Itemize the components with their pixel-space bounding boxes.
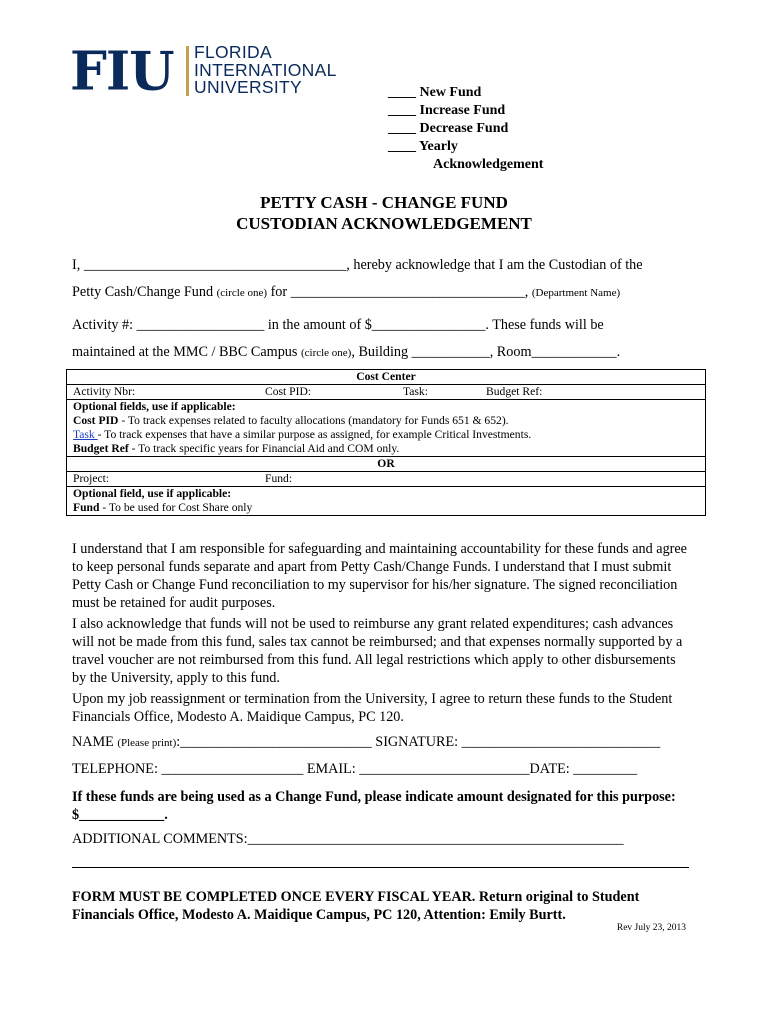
option-yearly[interactable]: ____ Yearly xyxy=(388,139,458,154)
cost-center-header: Cost Center xyxy=(67,370,706,385)
ack-line-4-a: maintained at the MMC / BBC Campus xyxy=(72,344,301,360)
responsibility-paragraph: I understand that I am responsible for safeguarding and maintaining accountability for these funds and agree to keep personal funds separate and apart from Petty Cash/Change Funds. I understand that I must submit Petty Cash or Change Fund reconciliation to my supervisor for his/her signature. The signed reconciliation must be retained for audit purposes. xyxy=(72,541,687,611)
task-note xyxy=(73,428,699,442)
name-signature-fields[interactable]: :___________________________ SIGNATURE: ____________________________ xyxy=(176,734,661,750)
fund-desc: - To be used for Cost Share only xyxy=(99,501,253,514)
cost-pid-label: Cost PID xyxy=(73,414,119,427)
fund-note xyxy=(73,501,699,515)
option-yearly-continued: Acknowledgement xyxy=(433,157,544,172)
ack-line-1: I, _____________________________________, hereby acknowledge that I am the Custodian of the xyxy=(72,257,643,273)
building-room-field[interactable]: , Building ___________, Room____________. xyxy=(351,344,621,360)
fiu-logo xyxy=(70,40,370,103)
additional-comments-line[interactable]: ADDITIONAL COMMENTS:_____________________________________________________ xyxy=(72,831,624,847)
telephone-email-date-line[interactable]: TELEPHONE: ____________________ EMAIL: ________________________DATE: _________ xyxy=(72,761,638,777)
project-fund-row xyxy=(67,472,706,487)
fund-label: Fund xyxy=(73,501,100,514)
budget-ref-note xyxy=(73,442,699,456)
ack-line-2-a: Petty Cash/Change Fund xyxy=(72,284,217,300)
cost-center-table xyxy=(66,369,706,516)
option-increase-fund[interactable]: ____ Increase Fund xyxy=(388,103,506,118)
task-field[interactable]: Task: xyxy=(403,385,428,398)
budget-ref-desc: - To track specific years for Financial Aid and COM only. xyxy=(128,442,400,455)
revision-date: Rev July 23, 2013 xyxy=(616,923,686,933)
department-field[interactable]: for _________________________________, xyxy=(267,284,532,300)
logo-wordmark xyxy=(194,44,337,97)
option-new-fund[interactable]: ____ New Fund xyxy=(388,85,482,100)
cost-pid-note xyxy=(73,414,699,428)
fiscal-year-notice: FORM MUST BE COMPLETED ONCE EVERY FISCAL YEAR. Return original to Student Financials Office, Modesto A. Maidique Campus, PC 120, Attention: Emily Burtt. xyxy=(72,889,640,923)
fiu-logo-mark: FIU xyxy=(70,40,174,103)
budget-ref-label: Budget Ref xyxy=(73,442,129,455)
name-signature-line xyxy=(72,734,660,751)
ack-line-4 xyxy=(72,344,620,361)
logo-line-2: INTERNATIONAL xyxy=(194,59,337,80)
optional-field-heading: Optional field, use if applicable: xyxy=(73,487,232,500)
circle-one-hint: (circle one) xyxy=(216,287,268,299)
ack-line-3: Activity #: __________________ in the amount of $________________. These funds will be xyxy=(72,317,604,333)
return-funds-paragraph: Upon my job reassignment or termination from the University, I agree to return these funds to the Student Financials Office, Modesto A. Maidique Campus, PC 120. xyxy=(72,691,673,725)
optional-field-cell xyxy=(67,487,706,516)
comments-underline xyxy=(72,867,689,868)
budget-ref-field[interactable]: Budget Ref: xyxy=(486,385,543,398)
task-link[interactable]: Task xyxy=(73,428,98,441)
form-subtitle: CUSTODIAN ACKNOWLEDGEMENT xyxy=(236,214,532,233)
form-title: PETTY CASH - CHANGE FUND xyxy=(260,193,508,212)
ack-line-2 xyxy=(72,284,620,301)
fund-type-checklist xyxy=(388,84,543,174)
please-print-hint: (Please print) xyxy=(117,737,177,749)
optional-fields-heading: Optional fields, use if applicable: xyxy=(73,400,236,413)
fund-field[interactable]: Fund: xyxy=(265,472,293,485)
logo-line-1: FLORIDA xyxy=(194,42,272,62)
name-label: NAME xyxy=(72,734,118,750)
department-name-hint: (Department Name) xyxy=(531,287,621,299)
cost-pid-desc: - To track expenses related to faculty allocations (mandatory for Funds 651 & 652). xyxy=(118,414,509,427)
option-decrease-fund[interactable]: ____ Decrease Fund xyxy=(388,121,509,136)
logo-divider xyxy=(186,46,189,96)
cost-center-fields-row xyxy=(67,385,706,400)
activity-nbr-field[interactable]: Activity Nbr: xyxy=(73,385,136,398)
project-field[interactable]: Project: xyxy=(73,472,110,485)
campus-circle-hint: (circle one) xyxy=(300,347,352,359)
restrictions-paragraph: I also acknowledge that funds will not be used to reimburse any grant related expenditures; cash advances will not be made from this fund, sales tax cannot be reimbursed; and that expenses normally supported by a travel voucher are not reimbursed from this fund. All legal restrictions which apply to other disbursements by the University, apply to this fund. xyxy=(72,616,683,686)
task-desc: - To track expenses that have a similar purpose as assigned, for example Critical Investments. xyxy=(97,428,532,441)
or-separator: OR xyxy=(67,457,706,472)
logo-line-3: UNIVERSITY xyxy=(194,77,303,97)
cost-pid-field[interactable]: Cost PID: xyxy=(265,385,312,398)
change-fund-note[interactable]: If these funds are being used as a Change Fund, please indicate amount designated for this purpose: $____________. xyxy=(72,789,676,823)
optional-fields-cell xyxy=(67,400,706,457)
